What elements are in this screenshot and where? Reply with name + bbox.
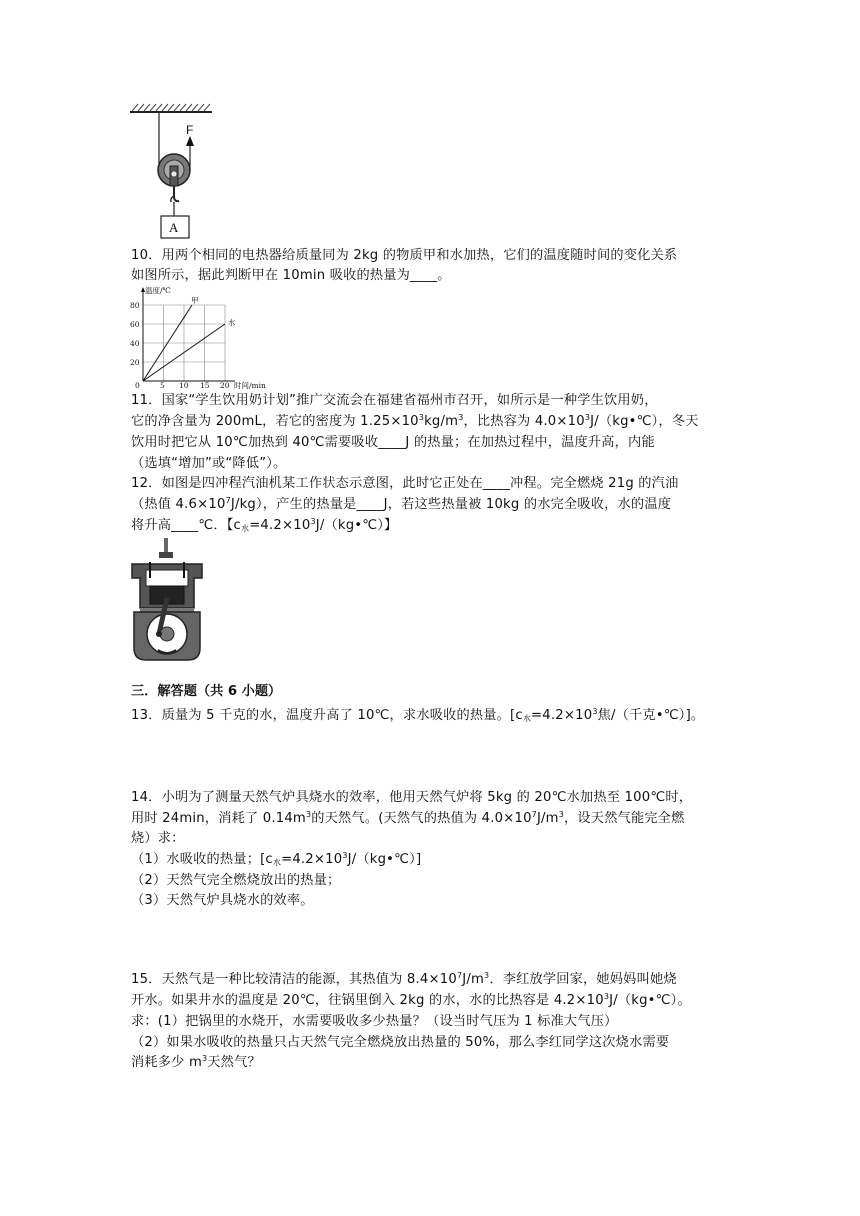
q15-line4: （2）如果水吸收的热量只占天然气完全燃烧放出热量的 50%，那么李红同学这次烧水需要 [131, 1035, 670, 1050]
engine-figure [128, 538, 208, 663]
q15-line1: 15．天然气是一种比较清洁的能源，其热值为 $8.4\times 10^7J/m^3$．李红放学回家，她妈妈叫她烧 [131, 971, 677, 987]
series-label-water: 水 [228, 318, 236, 327]
x-tick-label: 20 [220, 381, 230, 389]
block-label: A [169, 220, 179, 235]
q11-line4: （选填“增加”或“降低”）。 [131, 456, 287, 471]
y-tick-label: 80 [130, 301, 140, 310]
q14-line1: 14．小明为了测量天然气炉具烧水的效率，他用天然气炉将 5kg 的 20℃水加热至 100℃时， [131, 790, 693, 805]
y-tick-label: 20 [130, 358, 140, 367]
section-title: 三．解答题（共 6 小题） [131, 684, 282, 699]
x-tick-label: 15 [200, 381, 210, 389]
y-tick-label: 60 [130, 320, 140, 329]
q14-sub2: （2）天然气完全燃烧放出的热量； [131, 873, 341, 888]
y-tick-label: 40 [130, 339, 140, 348]
series-label-jia: 甲 [191, 296, 199, 305]
q12-line1: 12．如图是四冲程汽油机某工作状态示意图，此时它正处在____冲程。完全燃烧 21g 的汽油 [131, 476, 679, 491]
x-axis-label: 时间/min [234, 381, 266, 389]
x-tick-label: 5 [160, 381, 165, 389]
q14-line2: 用时 24min，消耗了 $0.14m^3$的天然气。(天然气的热值为 $4.0\times 10^7J/m^3$，设天然气能完全燃 [131, 810, 685, 826]
y-axis-label: 温度/℃ [145, 286, 171, 295]
x-tick-label: 0 [135, 381, 140, 389]
q14-line3: 烧）求： [131, 831, 185, 846]
q13-line1: 13．质量为 5 千克的水，温度升高了 10℃，求水吸收的热量。[$c_水=4.2\times 10^3$焦/（千克•℃）]。 [131, 707, 705, 723]
q14-sub1: （1）水吸收的热量；$[c_水=4.2\times 10^3J/(kg•℃)]$ [131, 851, 422, 867]
q12-line2: （热值 $4.6\times 10^7J/kg$），产生的热量是____J，若这些热量被 10kg 的水完全吸收，水的温度 [131, 496, 672, 512]
q15-line2: 开水。如果井水的温度是 20℃，往锅里倒入 2kg 的水，水的比热容是 $4.2\times 10^3J/(kg•℃)$。 [131, 992, 691, 1008]
pulley-figure [128, 100, 218, 240]
q10-line2: 如图所示，据此判断甲在 10min 吸收的热量为____。 [131, 268, 451, 283]
q12-line3: 将升高____℃．【$c_水=4.2\times 10^3J/(kg•℃)$】 [131, 517, 398, 533]
q15-line3: 求：(1）把锅里的水烧开，水需要吸收多少热量？（设当时气压为 1 标准大气压） [131, 1014, 618, 1029]
q14-sub3: （3）天然气炉具烧水的效率。 [131, 893, 314, 908]
heating-graph [128, 284, 278, 389]
q11-line3: 饮用时把它从 10℃加热到 40℃需要吸收____J 的热量；在加热过程中，温度升高，内能 [131, 435, 655, 450]
force-label: F [186, 123, 194, 137]
x-tick-label: 10 [179, 381, 189, 389]
q11-line1: 11．国家“学生饮用奶计划”推广交流会在福建省福州市召开，如所示是一种学生饮用奶， [131, 393, 658, 408]
q15-line5: 消耗多少 $m^3$天然气？ [131, 1054, 261, 1070]
q10-line1: 10．用两个相同的电热器给质量同为 2kg 的物质甲和水加热，它们的温度随时间的变化关系 [131, 248, 678, 263]
q11-line2: 它的净含量为 200mL，若它的密度为 $1.25\times 10^3kg/m^3$，比热容为 $4.0\times 10^3J/(kg•℃)$，冬天 [131, 413, 699, 429]
